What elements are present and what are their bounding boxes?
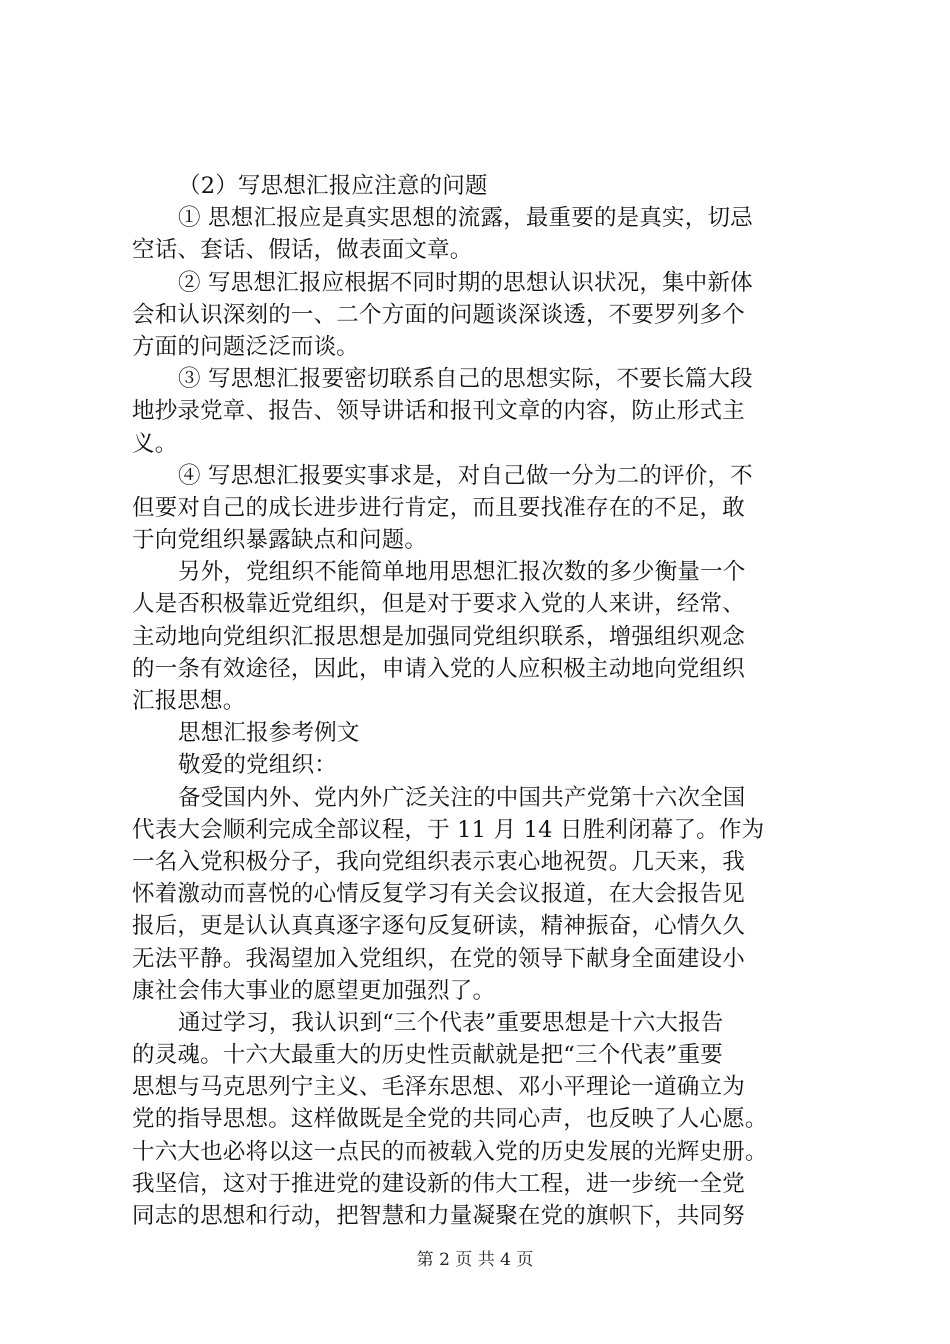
text-line: 同志的思想和行动，把智慧和力量凝聚在党的旗帜下，共同努 (132, 1203, 745, 1229)
text-line: 地抄录党章、报告、领导讲话和报刊文章的内容，防止形式主 (132, 398, 745, 425)
text-line: 另外，党组织不能简单地用思想汇报次数的多少衡量一个 (178, 559, 746, 586)
text-line: 汇报思想。 (132, 688, 246, 714)
text-line: 会和认识深刻的一、二个方面的问题谈深谈透，不要罗列多个 (132, 301, 745, 328)
text-line: 康社会伟大事业的愿望更加强烈了。 (132, 977, 496, 1004)
text-line: 备受国内外、党内外广泛关注的中国共产党第十六次全国 (178, 784, 746, 811)
text-line: 十六大也必将以这一点民的而被载入党的历史发展的光辉史册。 (132, 1138, 768, 1165)
text-line: 代表大会顺利完成全部议程，于 11 月 14 日胜利闭幕了。作为 (132, 816, 765, 843)
text-line: 但要对自己的成长进步进行肯定，而且要找准存在的不足，敢 (132, 494, 745, 521)
text-line: 的灵魂。十六大最重大的历史性贡献就是把“三个代表”重要 (132, 1042, 723, 1069)
text-line: 思想汇报参考例文 (178, 720, 360, 747)
text-line: （2）写思想汇报应注意的问题 (178, 173, 488, 199)
text-line: 方面的问题泛泛而谈。 (132, 333, 360, 360)
text-line: 报后，更是认认真真逐字逐句反复研读，精神振奋，心情久久 (132, 913, 745, 940)
text-line: 的一条有效途径，因此，申请入党的人应积极主动地向党组织 (132, 655, 745, 682)
text-line: ④ 写思想汇报要实事求是，对自己做一分为二的评价，不 (178, 462, 753, 489)
text-line: 敬爱的党组织： (178, 752, 337, 779)
document-body (132, 170, 832, 1232)
text-line: 思想与马克思列宁主义、毛泽东思想、邓小平理论一道确立为 (132, 1074, 745, 1101)
text-line: 一名入党积极分子，我向党组织表示衷心地祝贺。几天来，我 (132, 848, 745, 875)
text-line: 义。 (132, 430, 178, 457)
text-line: 通过学习，我认识到“三个代表”重要思想是十六大报告 (178, 1009, 724, 1036)
text-line: 主动地向党组织汇报思想是加强同党组织联系，增强组织观念 (132, 623, 745, 650)
text-line: 我坚信，这对于推进党的建设新的伟大工程，进一步统一全党 (132, 1170, 745, 1197)
text-line: ② 写思想汇报应根据不同时期的思想认识状况，集中新体 (178, 269, 753, 296)
page-footer: 第 2 页 共 4 页 (416, 1250, 534, 1270)
text-line: 人是否积极靠近党组织，但是对于要求入党的人来讲，经常、 (132, 591, 745, 618)
text-line: ③ 写思想汇报要密切联系自己的思想实际，不要长篇大段 (178, 366, 753, 393)
text-line: 于向党组织暴露缺点和问题。 (132, 527, 428, 554)
text-line: 怀着激动而喜悦的心情反复学习有关会议报道，在大会报告见 (132, 881, 745, 908)
text-line: ① 思想汇报应是真实思想的流露，最重要的是真实，切忌 (178, 205, 753, 232)
text-line: 党的指导思想。这样做既是全党的共同心声，也反映了人心愿。 (132, 1106, 768, 1133)
text-line: 空话、套话、假话，做表面文章。 (132, 237, 473, 264)
text-line: 无法平静。我渴望加入党组织，在党的领导下献身全面建设小 (132, 945, 745, 972)
